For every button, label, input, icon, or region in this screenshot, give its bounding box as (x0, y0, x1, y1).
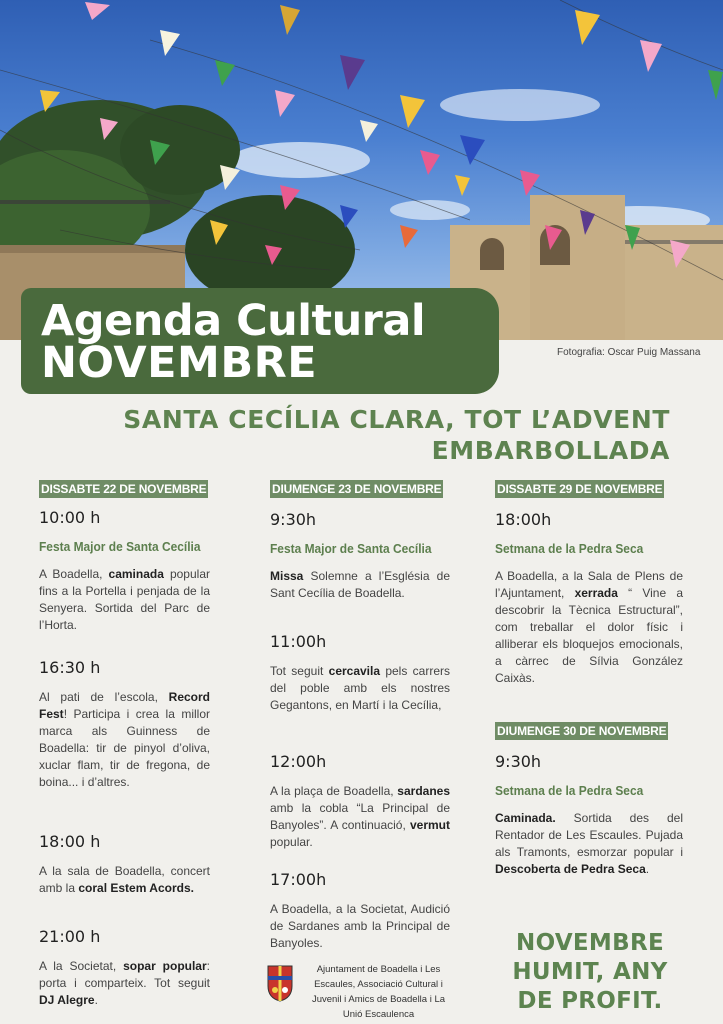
event-time: 9:30h (495, 752, 542, 771)
event-time: 9:30h (270, 510, 317, 529)
closing-line: NOVEMBRE (516, 930, 664, 956)
event-block (270, 510, 450, 602)
highlight-text: caminada (108, 567, 164, 581)
description-text: A la plaça de Boadella, (270, 784, 398, 798)
event-time: 10:00 h (39, 508, 101, 527)
event-time: 11:00h (270, 632, 327, 651)
photo-credit: Fotografia: Oscar Puig Massana (557, 347, 701, 358)
description-text: Tot seguit (270, 664, 329, 678)
description-text: amb la cobla “La Principal de Banyoles”. A continuació, (270, 801, 450, 832)
event-description (39, 958, 210, 1009)
event-block (270, 870, 450, 952)
description-text: A Boadella, (39, 567, 109, 581)
description-text: popular. (270, 835, 313, 849)
page-title-month: NOVEMBRE (41, 338, 318, 388)
event-block (39, 658, 210, 791)
description-text: ! Participa i crea la millor marca als Guinness de Boadella: tir de pinyol d’oliva, xuclar flam, tir de fregona, de boina... i d’altres. (39, 707, 210, 789)
event-time: 18:00h (495, 510, 552, 529)
description-text: . (645, 862, 650, 876)
coat-of-arms-icon (266, 964, 294, 1002)
closing-line: DE PROFIT. (517, 988, 663, 1014)
description-text: popular fins a la Portella i penjada de la Senyera. Sortida del Parc de l’Horta. (39, 567, 210, 632)
event-block (39, 508, 210, 634)
event-block (39, 832, 210, 897)
highlight-text: Missa (270, 569, 304, 583)
event-description (270, 663, 450, 714)
highlight-text: cercavila (328, 664, 381, 678)
event-block (270, 752, 450, 851)
description-text: . (94, 993, 98, 1007)
event-time: 18:00 h (39, 832, 101, 851)
description-text: A Boadella, a la Sala de Plens de l’Ajuntament, (495, 569, 683, 600)
description-text: A Boadella, a la Societat, Audició de Sardanes amb la Principal de Banyoles. (270, 902, 450, 950)
description-text: Solemne a l’Església de Sant Cecília de Boadella. (270, 569, 450, 600)
event-block (270, 632, 450, 714)
event-description (270, 568, 450, 602)
highlight-text: sardanes (397, 784, 450, 798)
day-label: DIUMENGE 30 DE NOVEMBRE (497, 724, 667, 738)
event-time: 21:00 h (39, 927, 101, 946)
event-title: Setmana de la Pedra Seca (495, 783, 644, 798)
event-time: 16:30 h (39, 658, 101, 677)
event-time: 12:00h (270, 752, 327, 771)
highlight-text: Record Fest (39, 690, 210, 721)
event-title: Setmana de la Pedra Seca (495, 541, 644, 556)
event-description (495, 810, 683, 878)
highlight-text: Caminada. (495, 811, 556, 825)
event-description (39, 566, 210, 634)
slogan-line: EMBARBOLLADA (431, 436, 670, 465)
highlight-text: coral Estem Acords. (78, 881, 194, 895)
highlight-text: xerrada (574, 586, 618, 600)
day-label: DIUMENGE 23 DE NOVEMBRE (272, 482, 442, 496)
description-text: pels carrers del poble amb els nostres Gegantons, en Martí i la Cecília, (270, 664, 450, 712)
description-text: “ Vine a descobrir la Tècnica Estructural”, com treballar el dolor físic i alliberar els bloquejos emocionals, a càrrec de Sílvia González Caixàs. (495, 586, 683, 685)
description-text: Al pati de l’escola, (39, 690, 169, 704)
event-block (495, 510, 683, 687)
closing-proverb (495, 929, 685, 1016)
event-title: Festa Major de Santa Cecília (270, 541, 432, 556)
closing-line: HUMIT, ANY (512, 959, 668, 985)
page-title: Agenda Cultural (41, 296, 426, 346)
title-banner (21, 288, 499, 394)
event-block (39, 927, 210, 1009)
event-description (495, 568, 683, 687)
event-title: Festa Major de Santa Cecília (39, 539, 201, 554)
sponsor-text: Ajuntament de Boadella i Les Escaules, Associació Cultural i Juvenil i Amics de Boadella i La Unió Escaulenca (311, 964, 446, 1020)
description-text: A la sala de Boadella, concert amb la (39, 864, 210, 895)
event-time: 17:00h (270, 870, 327, 889)
event-description (39, 863, 210, 897)
description-text: A la Societat, (39, 959, 124, 973)
day-label: DISSABTE 22 DE NOVEMBRE (41, 482, 207, 496)
day-label: DISSABTE 29 DE NOVEMBRE (497, 482, 663, 496)
highlight-text: sopar popular (123, 959, 207, 973)
event-description (270, 783, 450, 851)
event-block (495, 752, 683, 878)
event-description (39, 689, 210, 791)
description-text: Sortida des del Rentador de Les Escaules. Pujada als Tramonts, esmorzar popular i (495, 811, 683, 859)
highlight-text: vermut (409, 818, 450, 832)
highlight-text: Descoberta de Pedra Seca (495, 862, 646, 876)
slogan (40, 404, 670, 466)
highlight-text: DJ Alegre (39, 993, 95, 1007)
description-text: : porta i comparteix. Tot seguit (39, 959, 210, 990)
event-description (270, 901, 450, 952)
slogan-line: SANTA CECÍLIA CLARA, TOT L’ADVENT (123, 405, 670, 434)
